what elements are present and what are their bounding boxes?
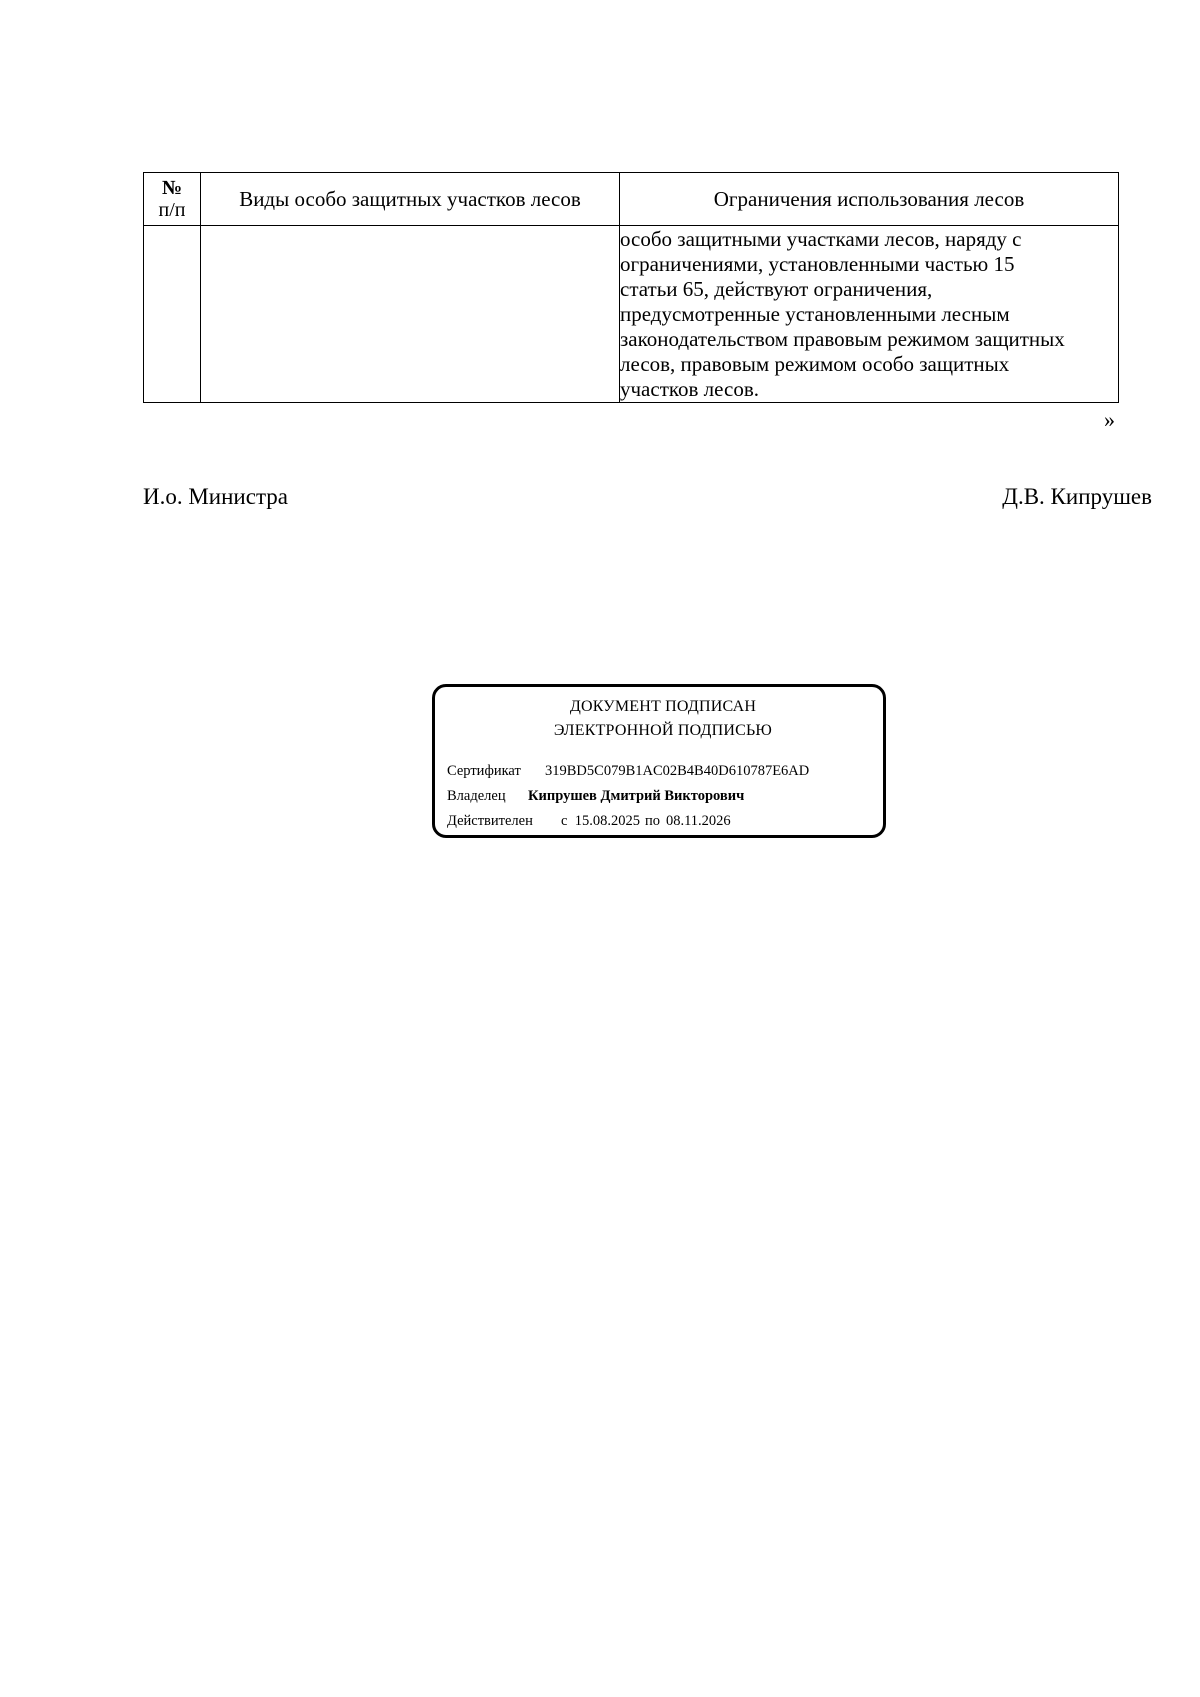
electronic-signature-stamp [432, 684, 886, 838]
stamp-certificate-row [447, 763, 809, 780]
limits-line: статьи 65, действуют ограничения, [620, 276, 933, 301]
limits-line: законодательством правовым режимом защитных [620, 326, 1065, 351]
stamp-title-line1: ДОКУМЕНТ ПОДПИСАН [569, 698, 757, 715]
cell-type [201, 226, 620, 403]
owner-value: Кипрушев Дмитрий Викторович [528, 788, 745, 804]
header-types: Виды особо защитных участков лесов [201, 173, 620, 226]
limits-line: участков лесов. [620, 376, 759, 401]
forest-restrictions-table [143, 172, 1119, 403]
signatory-position: И.о. Министра [143, 484, 288, 509]
limits-line: ограничениями, установленными частью 15 [620, 251, 1015, 276]
limits-line: предусмотренные установленными лесным [620, 301, 1010, 326]
header-number-abbrev: п/п [158, 199, 186, 221]
header-number [144, 173, 201, 226]
valid-to-label: по [644, 813, 660, 829]
header-number-sign: № [161, 177, 183, 199]
valid-label: Действителен [447, 813, 533, 829]
header-limits: Ограничения использования лесов [620, 173, 1119, 226]
cell-number [144, 226, 201, 403]
stamp-validity-row [447, 813, 731, 830]
table-row [144, 226, 1119, 403]
table-header-row [144, 173, 1119, 226]
valid-from-date: 15.08.2025 [574, 813, 640, 829]
valid-from-label: с [561, 813, 568, 829]
certificate-value: 319BD5C079B1AC02B4B40D610787E6AD [545, 763, 810, 779]
cell-limits [620, 226, 1119, 403]
signatory-name: Д.В. Кипрушев [1002, 484, 1152, 509]
certificate-label: Сертификат [447, 763, 521, 779]
limits-line: особо защитными участками лесов, наряду с [620, 226, 1022, 251]
valid-to-date: 08.11.2026 [665, 813, 731, 829]
limits-line: лесов, правовым режимом особо защитных [620, 351, 1010, 376]
closing-quote: » [1104, 407, 1115, 432]
stamp-title-line2: ЭЛЕКТРОННОЙ ПОДПИСЬЮ [553, 722, 773, 739]
owner-label: Владелец [447, 788, 506, 804]
stamp-owner-row [447, 788, 744, 805]
